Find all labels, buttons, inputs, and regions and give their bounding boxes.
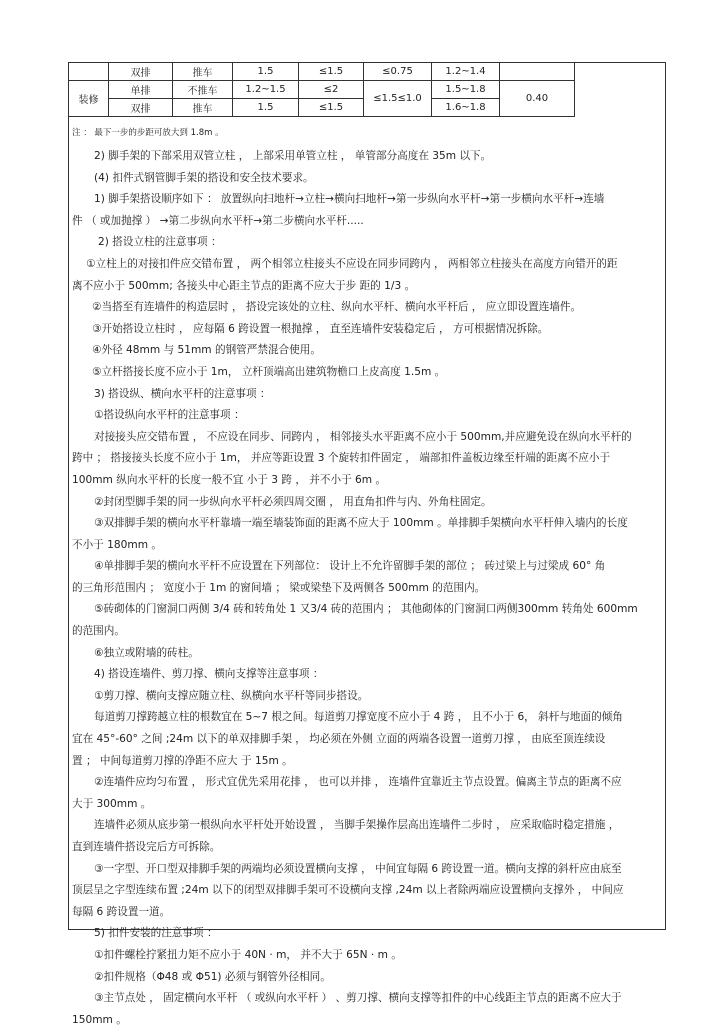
text-line: ③开始搭设立柱时 ， 应每隔 6 跨设置一根抛撑 ， 直至连墙件安装稳定后 ， 方可根据情况拆除。 xyxy=(92,322,549,335)
text-line: ①立柱上的对接扣件应交错布置 ， 两个相邻立柱接头不应设在同步同跨内 ， 两相邻立柱接头在高度方向错开的距 xyxy=(86,257,618,270)
table-cell: 1.2~1.4 xyxy=(432,63,500,81)
table-cell: 1.5~1.8 xyxy=(432,81,500,99)
text-line: 2) 搭设立柱的注意事项 ： xyxy=(98,236,222,249)
text-line: 1) 脚手架搭设顺序如下 ： 放置纵向扫地杆→立柱→横向扫地杆→第一步纵向水平杆→第一步横向水平杆→连墙 xyxy=(94,193,605,206)
table-cell: 1.5 xyxy=(233,99,299,117)
text-line: ③主节点处 ， 固定横向水平杆 （ 或纵向水平杆 ） 、剪刀撑、横向支撑等扣件的中心线距主节点的距离不应大于 xyxy=(94,992,622,1005)
body-text xyxy=(72,146,662,1031)
table-cell: 1.5 xyxy=(233,63,299,81)
text-line: ①搭设纵向水平杆的注意事项 ： xyxy=(94,409,245,422)
text-line: 离不应小于 500mm; 各接头中心距主节点的距离不应大于步 距的 1/3 。 xyxy=(72,279,416,292)
text-line: 不小于 180mm 。 xyxy=(72,538,162,551)
text-line: ③一字型、开口型双排脚手架的两端均必须设置横向支撑 ， 中间宜每隔 6 跨设置一道。横向支撑的斜杆应由底至 xyxy=(94,862,622,875)
table-cell: 1.2~1.5 xyxy=(233,81,299,99)
text-line: ④单排脚手架的横向水平杆不应设置在下列部位： 设计上不允许留脚手架的部位 ； 砖过梁上与过梁成 60° 角 xyxy=(94,560,606,573)
text-line: ⑤砖砌体的门窗洞口两侧 3/4 砖和转角处 1 又3/4 砖的范围内 ； 其他砌体的门窗洞口两侧300mm 转角处 600mm xyxy=(94,603,638,616)
table-cell xyxy=(69,63,109,81)
text-line: ②扣件规格（Φ48 或 Φ51) 必须与钢管外径相同。 xyxy=(94,970,331,983)
text-line: 100mm 纵向水平杆的长度一般不宜 小于 3 跨 ， 并不小于 6m 。 xyxy=(72,473,387,486)
text-line: 宜在 45°-60° 之间 ;24m 以下的单双排脚手架 ， 均必须在外侧 立面的两端各设置一道剪刀撑 ， 由底至顶连续设 xyxy=(72,733,606,746)
text-line: 件 （ 或加抛撑 ） →第二步纵向水平杆→第二步横向水平杆..... xyxy=(72,214,364,227)
text-line: ④外径 48mm 与 51mm 的钢管严禁混合使用。 xyxy=(92,344,321,357)
table-cell: 双排 xyxy=(109,99,173,117)
table-cell: ≤1.5 xyxy=(299,99,364,117)
text-line: 的范围内。 xyxy=(72,625,125,638)
table-cell: 装修 xyxy=(69,81,109,117)
text-line: 顶层呈之字型连续布置 ;24m 以下的闭型双排脚手架可不设横向支撑 ,24m 以上者除两端应设置横向支撑外 ， 中间应 xyxy=(72,884,624,897)
table-footnote: 注 ： 最下一步的步距可放大到 1.8m 。 xyxy=(72,128,224,138)
text-line: ③双排脚手架的横向水平杆靠墙一端至墙装饰面的距离不应大于 100mm 。单排脚手架横向水平杆伸入墙内的长度 xyxy=(94,517,628,530)
text-line: 的三角形范围内 ； 宽度小于 1m 的窗间墙 ； 梁或梁垫下及两侧各 500mm 的范围内。 xyxy=(72,581,486,594)
text-line: 2) 脚手架的下部采用双管立柱 ， 上部采用单管立柱 ， 单管部分高度在 35m 以下。 xyxy=(94,150,492,162)
text-line: ②封闭型脚手架的同一步纵向水平杆必须四周交圈 ， 用直角扣件与内、外角柱固定。 xyxy=(94,495,492,508)
table-cell xyxy=(500,63,575,81)
text-line: 每道剪刀撑跨越立柱的根数宜在 5~7 根之间。每道剪刀撑宽度不应小于 4 跨 ， 且不小于 6， 斜杆与地面的倾角 xyxy=(94,711,623,724)
text-line: ⑥独立或附墙的砖柱。 xyxy=(94,646,199,659)
text-line: 跨中 ； 搭接接头长度不应小于 1m， 并应等距设置 3 个旋转扣件固定 ， 端部扣件盖板边缘至杆端的距离不应小于 xyxy=(72,452,611,465)
text-line: 大于 300mm 。 xyxy=(72,797,152,810)
text-line: 3) 搭设纵、横向水平杆的注意事项 ： xyxy=(94,387,271,400)
text-line: 150mm 。 xyxy=(72,1013,127,1026)
table-row xyxy=(69,99,575,117)
text-line: 对接接头应交错布置 ， 不应设在同步、同跨内 ， 相邻接头水平距离不应小于 500mm,并应避免设在纵向水平杆的 xyxy=(94,430,632,443)
table-cell: 推车 xyxy=(173,99,233,117)
table-cell: ≤2 xyxy=(299,81,364,99)
table-cell: 双排 xyxy=(109,63,173,81)
text-line: ①剪刀撑、横向支撑应随立柱、纵横向水平杆等同步搭设。 xyxy=(94,689,369,702)
table-row xyxy=(69,63,575,81)
spacing-table xyxy=(68,62,575,117)
text-line: 直到连墙件搭设完后方可拆除。 xyxy=(72,841,221,853)
table-cell: 不推车 xyxy=(173,81,233,99)
table-cell: 0.40 xyxy=(500,81,575,117)
text-line: ②连墙件应均匀布置 ， 形式宜优先采用花排 ， 也可以并排 ， 连墙件宜靠近主节点设置。偏离主节点的距离不应 xyxy=(94,776,622,789)
text-line: ②当搭至有连墙件的构造层时 ， 搭设完该处的立柱、纵向水平杆、横向水平杆后 ， 应立即设置连墙件。 xyxy=(92,301,582,314)
table-row xyxy=(69,81,575,99)
text-line: 连墙件必须从底步第一根纵向水平杆处开始设置 ， 当脚手架操作层高出连墙件二步时 ， 应采取临时稳定措施 ， xyxy=(94,819,620,832)
text-line: (4) 扣件式钢管脚手架的搭设和安全技术要求。 xyxy=(94,171,314,184)
text-line: ⑤立杆搭接长度不应小于 1m， 立杆顶端高出建筑物檐口上皮高度 1.5m 。 xyxy=(92,365,446,378)
text-line: ①扣件螺栓拧紧扭力矩不应小于 40N · m， 并不大于 65N · m 。 xyxy=(94,948,402,961)
text-line: 4) 搭设连墙件、剪刀撑、横向支撑等注意事项 ： xyxy=(94,668,324,681)
table-cell: ≤1.5≤1.0 xyxy=(364,81,432,117)
table-cell: ≤0.75 xyxy=(364,63,432,81)
table-cell: 推车 xyxy=(173,63,233,81)
text-line: 置 ； 中间每道剪刀撑的净距不应大 于 15m 。 xyxy=(72,754,293,767)
text-line: 5) 扣件安装的注意事项 ： xyxy=(94,927,218,940)
table-cell: 1.6~1.8 xyxy=(432,99,500,117)
table-cell: 单排 xyxy=(109,81,173,99)
text-line: 每隔 6 跨设置一道。 xyxy=(72,905,171,918)
table-cell: ≤1.5 xyxy=(299,63,364,81)
